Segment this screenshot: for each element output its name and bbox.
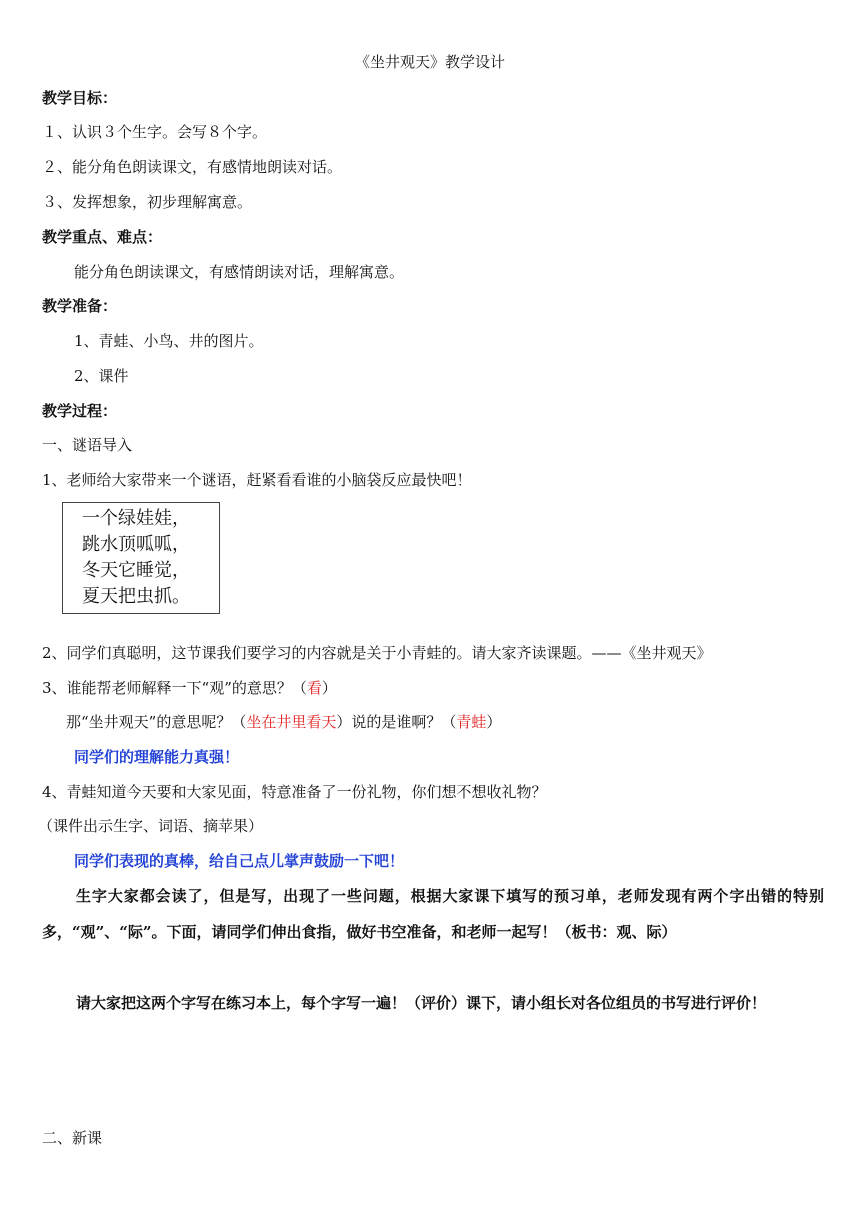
riddle-line: 跳水顶呱呱， [82,534,190,555]
step-text: 1、老师给大家带来一个谜语，赶紧看看谁的小脑袋反应最快吧！ [42,471,472,489]
riddle-box [62,502,220,614]
section-heading: 二、新课 [42,1129,103,1147]
riddle-line: 冬天它睡觉， [82,560,190,581]
answer-text: 青蛙 [456,713,487,731]
riddle-line: 一个绿娃娃， [82,508,190,529]
prep-item: 2、课件 [74,367,129,385]
answer-text: 坐在井里看天 [246,713,337,731]
question-text: 那“坐井观天”的意思呢？（ [66,713,247,731]
focus-text: 能分角色朗读课文，有感情朗读对话，理解寓意。 [74,263,405,281]
goal-item: １、认识３个生字。会写８个字。 [42,123,268,141]
document-title: 《坐井观天》教学设计 [354,53,505,71]
goals-heading: 教学目标： [42,89,118,107]
process-heading: 教学过程： [42,402,118,420]
section-heading: 一、谜语导入 [42,436,133,454]
answer-text: 看 [306,679,322,697]
question-text: 3、谁能帮老师解释一下“观”的意思？（ [42,679,307,697]
focus-heading: 教学重点、难点： [42,228,163,246]
body-paragraph: 生字大家都会读了，但是写，出现了一些问题，根据大家课下填写的预习单，老师发现有两个字出错的特别多，“观”、“际”。下面，请同学们伸出食指，做好书空准备，和老师一起写！（板书：观、际） [42,887,824,941]
question-text: ） [321,679,337,697]
praise-text: 同学们的理解能力真强！ [74,748,240,766]
goal-item: ３、发挥想象，初步理解寓意。 [42,193,253,211]
praise-text: 同学们表现的真棒，给自己点儿掌声鼓励一下吧！ [74,852,405,870]
body-paragraph: 请大家把这两个字写在练习本上，每个字写一遍！（评价）课下，请小组长对各位组员的书写进行评价！ [76,994,767,1012]
step-text: 2、同学们真聪明，这节课我们要学习的内容就是关于小青蛙的。请大家齐读课题。——《坐井观天》 [42,644,712,662]
riddle-line: 夏天把虫抓。 [82,586,190,607]
question-text: ） [486,713,502,731]
prep-item: 1、青蛙、小鸟、井的图片。 [74,332,264,350]
step-text [66,712,501,732]
question-text: ）说的是谁啊？（ [336,713,457,731]
prep-heading: 教学准备： [42,297,118,315]
step-text: 4、青蛙知道今天要和大家见面，特意准备了一份礼物，你们想不想收礼物？ [42,783,547,801]
note-text: （课件出示生字、词语、摘苹果） [38,817,264,835]
step-text [42,678,337,698]
goal-item: ２、能分角色朗读课文，有感情地朗读对话。 [42,158,343,176]
